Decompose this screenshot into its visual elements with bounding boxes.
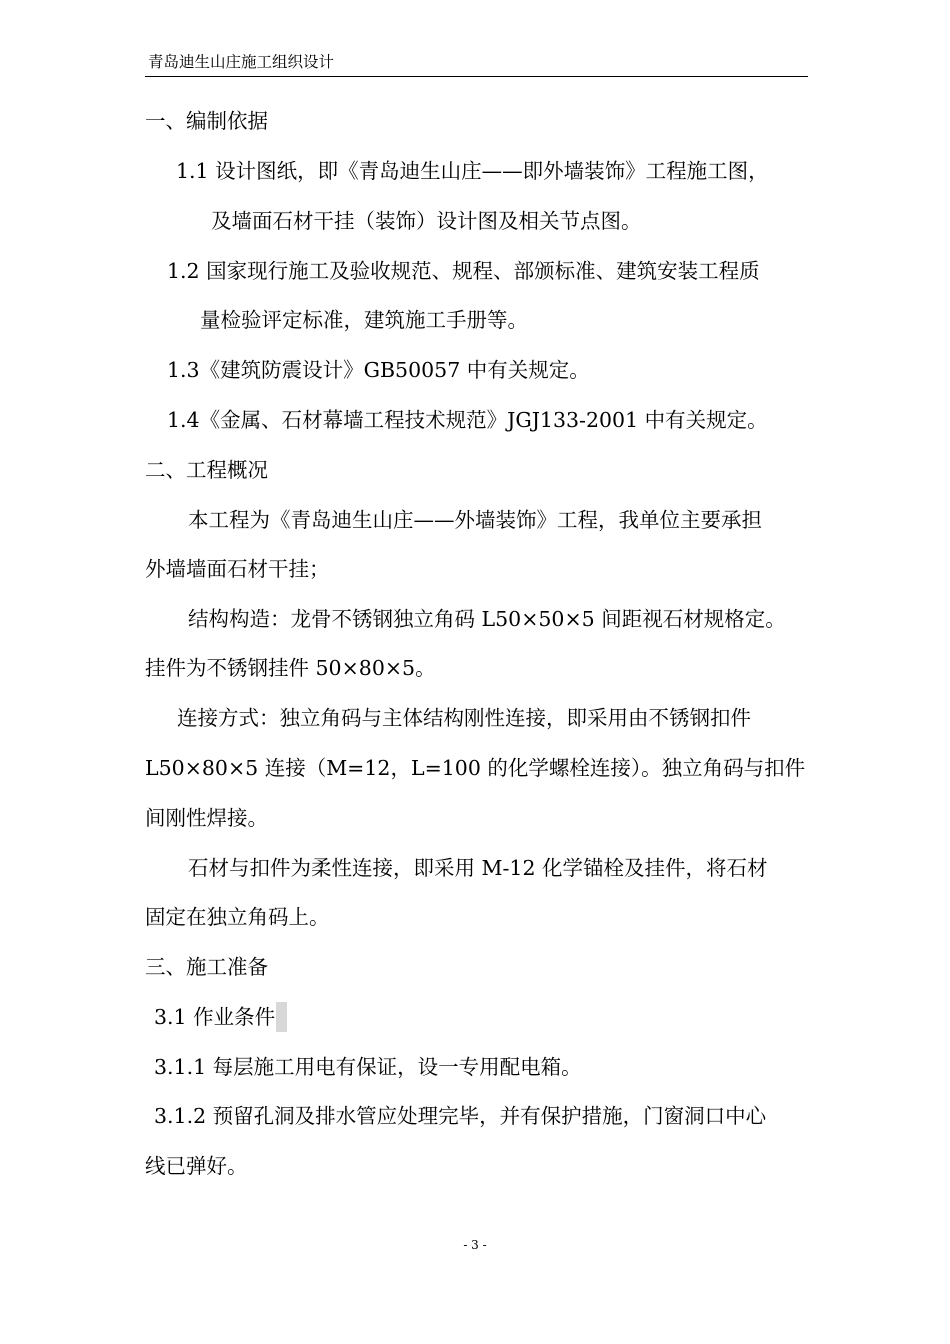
header-title: 青岛迪生山庄施工组织设计 (148, 53, 335, 71)
paragraph-line: 线已弹好。 (145, 1154, 248, 1178)
paragraph-line: 石材与扣件为柔性连接，即采用 M-12 化学锚栓及挂件，将石材 (188, 856, 768, 880)
paragraph-line: 1.2 国家现行施工及验收规范、规程、部颁标准、建筑安装工程质 (167, 259, 760, 283)
paragraph-line: 量检验评定标准，建筑施工手册等。 (200, 308, 528, 332)
subsection-heading-text: 3.1 作业条件 (154, 1005, 276, 1029)
paragraph-line: 结构构造：龙骨不锈钢独立角码 L50×50×5 间距视石材规格定。 (188, 607, 786, 631)
paragraph-line: 本工程为《青岛迪生山庄——外墙装饰》工程，我单位主要承担 (188, 508, 762, 532)
paragraph-line: 3.1.1 每层施工用电有保证，设一专用配电箱。 (154, 1055, 582, 1079)
paragraph-line: 1.3《建筑防震设计》GB50057 中有关规定。 (167, 358, 590, 382)
field-shading-marker (276, 1002, 287, 1032)
paragraph-line: 连接方式：独立角码与主体结构刚性连接，即采用由不锈钢扣件 (177, 706, 751, 730)
section-heading-preparation: 三、施工准备 (145, 955, 268, 979)
paragraph-line: 挂件为不锈钢挂件 50×80×5。 (145, 656, 436, 680)
section-heading-basis: 一、编制依据 (145, 109, 268, 133)
paragraph-line: 固定在独立角码上。 (145, 905, 330, 929)
paragraph-line: 3.1.2 预留孔洞及排水管应处理完毕，并有保护措施，门窗洞口中心 (154, 1104, 767, 1128)
section-heading-overview: 二、工程概况 (145, 458, 268, 482)
paragraph-line: L50×80×5 连接（M=12，L=100 的化学螺栓连接）。独立角码与扣件 (145, 756, 806, 780)
paragraph-line: 1.4《金属、石材幕墙工程技术规范》JGJ133-2001 中有关规定。 (167, 408, 768, 432)
page-header (145, 50, 808, 77)
paragraph-line: 1.1 设计图纸，即《青岛迪生山庄——即外墙装饰》工程施工图， (176, 159, 769, 183)
page-number: - 3 - (463, 1238, 487, 1252)
paragraph-line: 间刚性焊接。 (145, 806, 268, 830)
paragraph-line: 及墙面石材干挂（装饰）设计图及相关节点图。 (211, 209, 642, 233)
paragraph-line: 外墙墙面石材干挂； (145, 557, 330, 581)
subsection-heading (154, 1002, 287, 1032)
